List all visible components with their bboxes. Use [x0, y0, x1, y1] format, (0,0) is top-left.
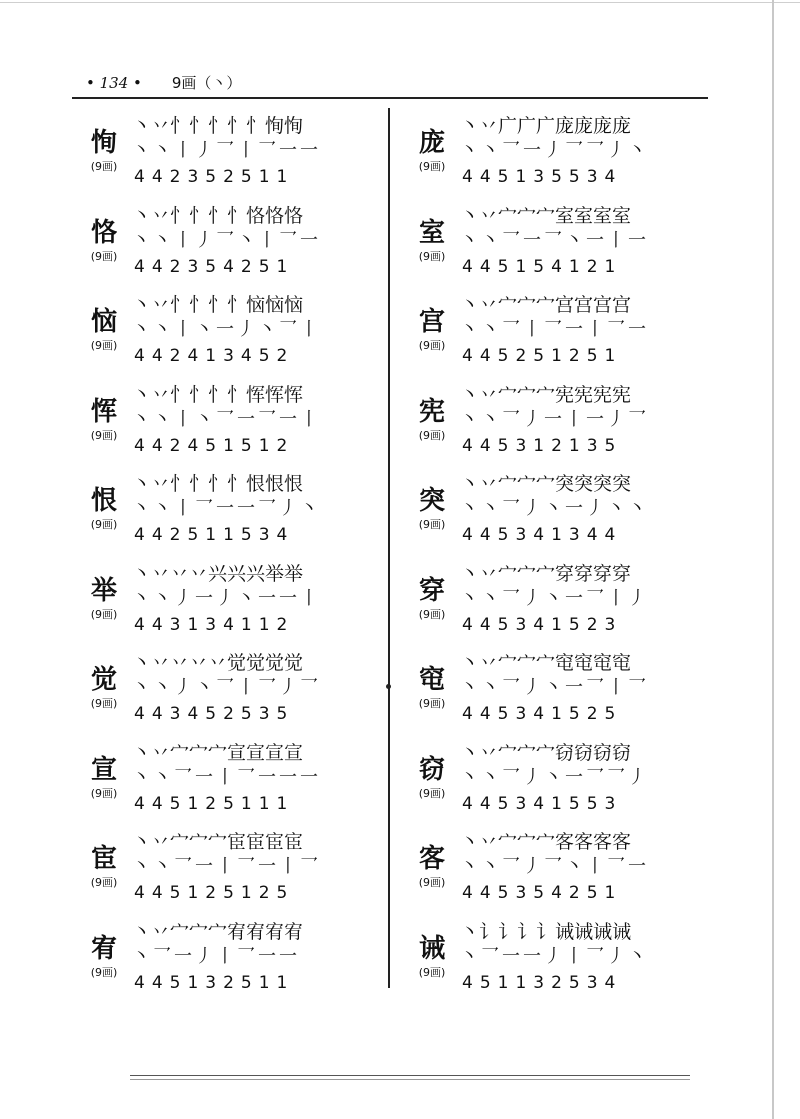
stroke-sequence-build: 丶丷宀宀宀突突突突 — [460, 473, 632, 495]
character-entry — [80, 737, 380, 827]
headword-character: 穿 — [418, 575, 445, 606]
stroke-sequence-build: 丶丷宀宀宀宣宣宣宣 — [132, 741, 304, 764]
character-entry — [80, 110, 380, 200]
left-column — [80, 110, 380, 1005]
stroke-codes: 442451512 — [134, 435, 295, 456]
stroke-shapes: 丶丶乛一丨乛一丨乛 — [132, 856, 321, 877]
stroke-sequence-build: 丶丷宀宀宀宫宫宫宫 — [460, 294, 632, 316]
stroke-codes: 445312135 — [462, 435, 623, 456]
stroke-sequence-build: 丶丷忄忄忄忄恽恽恽 — [132, 383, 304, 406]
stroke-shapes: 丶丶乛一丨乛一一一 — [132, 766, 321, 788]
headword-character: 恪 — [90, 217, 117, 248]
headword-character: 宫 — [418, 307, 445, 337]
page-right-edge — [772, 0, 774, 1119]
stroke-shapes: 丶丶乛丿一丨一丿乛 — [460, 408, 649, 430]
stroke-sequence-build: 丶丷忄忄忄忄恼恼恼 — [132, 294, 304, 316]
stroke-shapes: 丶丶丨丶一丿丶乛丨 — [132, 319, 321, 340]
headword-character: 突 — [418, 486, 445, 516]
section-title: 9画（丶） — [171, 74, 242, 92]
stroke-count-label: (9画) — [90, 428, 118, 442]
stroke-codes: 445341523 — [462, 614, 623, 635]
stroke-count-label: (9画) — [90, 249, 118, 263]
character-entry — [408, 558, 708, 648]
stroke-codes: 442354251 — [134, 256, 295, 277]
stroke-count-label: (9画) — [90, 965, 118, 979]
margin-dot — [386, 684, 391, 689]
headword-character: 庞 — [418, 128, 445, 158]
stroke-count-label: (9画) — [418, 876, 446, 889]
stroke-shapes: 丶丶乛丿丶一丿丶丶 — [460, 498, 649, 519]
character-entry — [80, 289, 380, 379]
headword-character: 恼 — [90, 307, 117, 337]
headword-character: 客 — [418, 844, 445, 874]
stroke-count-label: (9画) — [90, 697, 118, 710]
character-entry — [408, 379, 708, 469]
character-entry — [80, 826, 380, 916]
stroke-shapes: 丶丶丿一丿丶一一丨 — [132, 587, 321, 609]
stroke-sequence-build: 丶丷广广广庞庞庞庞 — [460, 115, 632, 137]
character-entry — [80, 916, 380, 1006]
header-rule — [72, 97, 708, 99]
stroke-shapes: 丶丶乛丿丶一乛丨乛 — [460, 677, 649, 698]
stroke-count-label: (9画) — [418, 339, 446, 352]
page-number: • 134 • — [86, 74, 142, 92]
stroke-count-label: (9画) — [90, 160, 118, 173]
headword-character: 诫 — [418, 933, 445, 964]
character-entry — [408, 737, 708, 827]
stroke-sequence-build: 丶丷宀宀宀客客客客 — [460, 831, 632, 853]
stroke-sequence-build: 丶丷宀宀宀宦宦宦宦 — [132, 831, 304, 853]
headword-character: 宦 — [90, 844, 117, 874]
stroke-count-label: (9画) — [418, 428, 446, 442]
character-entry — [80, 379, 380, 469]
character-entry — [408, 647, 708, 737]
headword-character: 恨 — [90, 486, 117, 516]
stroke-codes: 445154121 — [462, 256, 623, 277]
character-entry — [408, 468, 708, 558]
stroke-sequence-build: 丶丷忄忄忄忄忄恂恂 — [132, 115, 304, 137]
right-column — [408, 110, 708, 1005]
stroke-codes: 442413452 — [134, 346, 295, 366]
stroke-count-label: (9画) — [90, 339, 118, 352]
character-entry — [408, 826, 708, 916]
stroke-shapes: 丶丶乛丿丶一乛乛丿 — [460, 766, 649, 788]
headword-character: 恂 — [90, 128, 117, 158]
stroke-count-label: (9画) — [418, 518, 446, 531]
character-entry — [408, 200, 708, 290]
stroke-codes: 445125125 — [134, 883, 295, 903]
stroke-shapes: 丶丶乛一乛丶一丨一 — [460, 229, 649, 251]
stroke-count-label: (9画) — [90, 876, 118, 889]
headword-character: 觉 — [90, 665, 117, 695]
character-entry — [408, 110, 708, 200]
bottom-rule — [130, 1075, 690, 1076]
stroke-codes: 445341553 — [462, 793, 623, 814]
stroke-shapes: 丶丶乛丿乛丶丨乛一 — [460, 856, 649, 877]
stroke-codes: 445125111 — [134, 793, 295, 814]
stroke-shapes: 丶丶丨乛一一乛丿丶 — [132, 498, 321, 519]
stroke-sequence-build: 丶丷忄忄忄忄恪恪恪 — [132, 204, 304, 227]
stroke-sequence-build: 丶讠讠讠讠诫诫诫诫 — [460, 920, 632, 943]
headword-character: 宣 — [90, 754, 117, 785]
stroke-shapes: 丶丶丿丶乛丨乛丿乛 — [132, 677, 321, 698]
stroke-shapes: 丶丶乛丿丶一乛丨丿 — [460, 587, 649, 609]
character-entry — [80, 558, 380, 648]
stroke-codes: 443452535 — [134, 704, 295, 724]
character-entry — [408, 289, 708, 379]
stroke-count-label: (9画) — [90, 518, 118, 531]
stroke-count-label: (9画) — [418, 160, 446, 173]
headword-character: 举 — [90, 575, 117, 606]
stroke-count-label: (9画) — [418, 786, 446, 800]
bottom-rule-secondary — [130, 1079, 690, 1080]
headword-character: 宥 — [90, 933, 117, 964]
character-entry — [80, 468, 380, 558]
stroke-count-label: (9画) — [418, 249, 446, 263]
stroke-count-label: (9画) — [418, 965, 446, 979]
page-header — [86, 72, 241, 96]
stroke-sequence-build: 丶丷宀宀宀宥宥宥宥 — [132, 920, 304, 943]
stroke-count-label: (9画) — [90, 786, 118, 800]
character-entry — [80, 647, 380, 737]
headword-character: 窃 — [418, 754, 445, 785]
stroke-codes: 451132534 — [462, 972, 623, 993]
stroke-codes: 442511534 — [134, 525, 295, 545]
stroke-shapes: 丶丶丨丶乛一乛一丨 — [132, 408, 321, 430]
stroke-shapes: 丶丶乛一丿乛乛丿丶 — [460, 140, 649, 161]
stroke-sequence-build: 丶丷宀宀宀穿穿穿穿 — [460, 562, 632, 585]
character-entry — [408, 916, 708, 1006]
headword-character: 室 — [418, 217, 445, 248]
stroke-sequence-build: 丶丷忄忄忄忄恨恨恨 — [132, 473, 304, 495]
stroke-sequence-build: 丶丷宀宀宀宪宪宪宪 — [460, 383, 632, 406]
page-top-edge — [0, 2, 800, 3]
headword-character: 恽 — [90, 396, 117, 427]
stroke-codes: 445341344 — [462, 525, 623, 545]
stroke-sequence-build: 丶丷丷丷兴兴兴举举 — [132, 562, 304, 585]
stroke-codes: 445354251 — [462, 883, 623, 903]
stroke-shapes: 丶乛一丿丨乛一一 — [132, 945, 300, 967]
stroke-shapes: 丶乛一一丿丨乛丿丶 — [460, 945, 649, 967]
stroke-count-label: (9画) — [418, 607, 446, 621]
stroke-shapes: 丶丶丨丿乛丨乛一一 — [132, 140, 321, 161]
headword-character: 宪 — [418, 396, 445, 427]
stroke-shapes: 丶丶乛丨乛一丨乛一 — [460, 319, 649, 340]
stroke-sequence-build: 丶丷宀宀宀室室室室 — [460, 204, 632, 227]
stroke-codes: 445135534 — [462, 167, 623, 187]
stroke-sequence-build: 丶丷宀宀宀窃窃窃窃 — [460, 741, 632, 764]
stroke-count-label: (9画) — [418, 697, 446, 710]
stroke-codes: 443134112 — [134, 614, 295, 635]
stroke-codes: 442352511 — [134, 167, 295, 187]
column-divider — [388, 108, 390, 988]
stroke-codes: 445341525 — [462, 704, 623, 724]
character-entry — [80, 200, 380, 290]
stroke-codes: 445132511 — [134, 972, 295, 993]
headword-character: 窀 — [418, 665, 445, 695]
stroke-sequence-build: 丶丷宀宀宀窀窀窀窀 — [460, 652, 632, 674]
stroke-codes: 445251251 — [462, 346, 623, 366]
stroke-shapes: 丶丶丨丿乛丶丨乛一 — [132, 229, 321, 251]
stroke-count-label: (9画) — [90, 607, 118, 621]
stroke-sequence-build: 丶丷丷丷丷觉觉觉觉 — [132, 652, 304, 674]
